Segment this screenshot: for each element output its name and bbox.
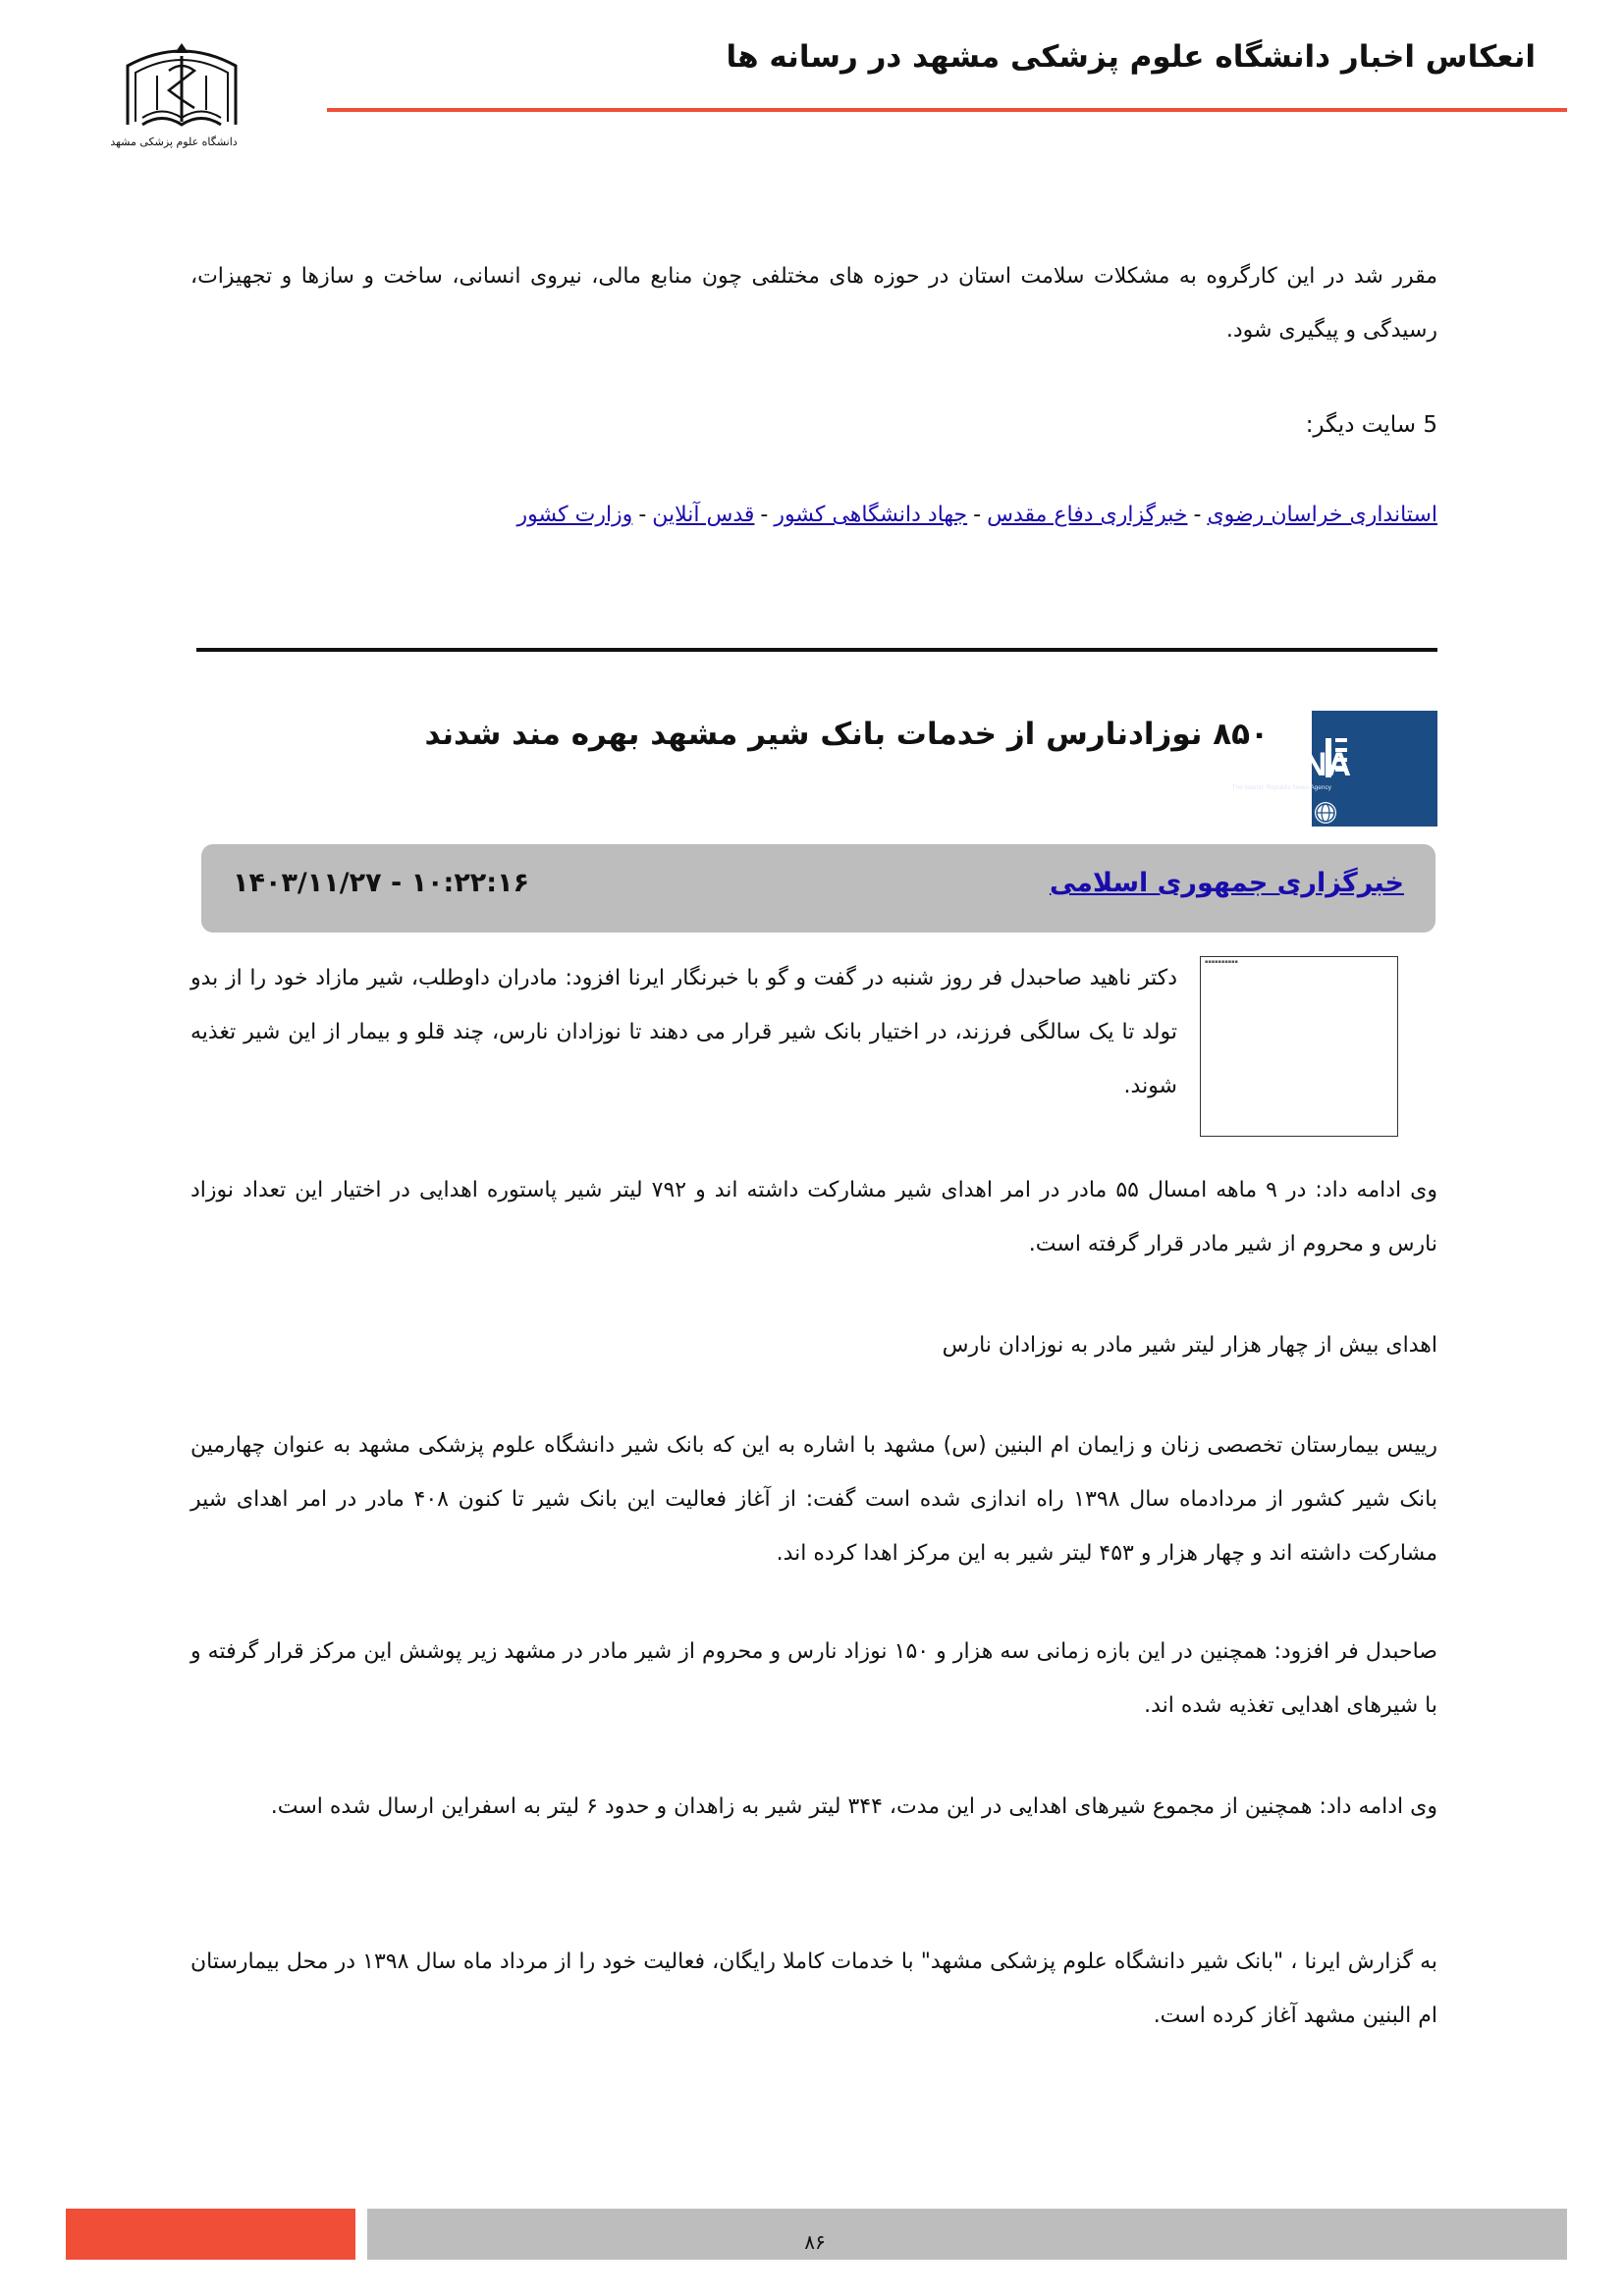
irna-logo-icon [1231, 711, 1437, 827]
publish-datetime: ۱۴۰۳/۱۱/۲۷ - ۱۰:۲۲:۱۶ [233, 868, 530, 898]
article-paragraph-5: وی ادامه داد: همچنین از مجموع شیرهای اهدایی در این مدت، ۳۴۴ لیتر شیر به زاهدان و حدود ۶ لیتر به اسفراین ارسال شده است. [270, 1794, 1437, 1819]
article-image [1200, 956, 1398, 1137]
page-header-title: انعکاس اخبار دانشگاه علوم پزشکی مشهد در رسانه ها [726, 39, 1536, 75]
news-source-link[interactable]: خبرگزاری جمهوری اسلامی [1049, 868, 1404, 898]
article-paragraph-1: دکتر ناهید صاحبدل فر روز شنبه در گفت و گو با خبرنگار ایرنا افزود: مادران داوطلب، شیر مازاد خود را از بدو تولد تا یک سالگی فرزند، در اختیار بانک شیر قرار می دهند تا نوزادان نارس، چند قلو و بیمار از این شیر تغذیه شوند. [190, 966, 1177, 1098]
link-separator: - [760, 503, 769, 527]
footer-accent-bar [66, 2209, 355, 2260]
page-number: ۸۶ [804, 2230, 826, 2254]
university-logo-icon [118, 31, 245, 169]
site-link-khorasan-governorate[interactable]: استانداری خراسان رضوی [1207, 503, 1437, 527]
image-placeholder-caption: ▪▪▪▪▪▪▪▪▪▪ [1205, 959, 1238, 965]
logo-caption: دانشگاه علوم پزشکی مشهد [110, 135, 238, 148]
footer-bar [367, 2209, 1567, 2260]
irna-logo-text: IRNA [1269, 746, 1351, 783]
article-paragraph-6: به گزارش ایرنا ، "بانک شیر دانشگاه علوم پزشکی مشهد" با خدمات کاملا رایگان، فعالیت خود را از مرداد ماه سال ۱۳۹۸ در محل بیمارستان ام البنین مشهد آغاز کرده است. [190, 1949, 1437, 2028]
link-separator: - [638, 503, 647, 527]
link-separator: - [1193, 503, 1202, 527]
site-link-jahad-daneshgahi[interactable]: جهاد دانشگاهی کشور [774, 503, 968, 527]
other-sites-label: 5 سایت دیگر: [1305, 412, 1437, 438]
article-title: ۸۵۰ نوزادنارس از خدمات بانک شیر مشهد بهره مند شدند [424, 717, 1269, 752]
article-paragraph-3: رییس بیمارستان تخصصی زنان و زایمان ام البنین (س) مشهد با اشاره به این که بانک شیر دانشگاه علوم پزشکی مشهد به عنوان چهارمین بانک شیر کشور از مردادماه سال ۱۳۹۸ راه اندازی شده است گفت: از آغاز فعالیت این بانک شیر تا کنون ۴۰۸ مادر در امر اهدای شیر مشارکت داشته اند و چهار هزار و ۴۵۳ لیتر شیر به این مرکز اهدا کرده اند. [190, 1433, 1437, 1566]
irna-logo-subtext: The Islamic Republic News Agency [1231, 784, 1331, 791]
intro-paragraph: مقرر شد در این کارگروه به مشکلات سلامت استان در حوزه های مختلفی چون منابع مالی، نیروی انسانی، ساخت و سازها و تجهیزات، رسیدگی و پیگیری شود. [190, 264, 1437, 343]
header-rule [327, 108, 1567, 112]
link-separator: - [973, 503, 982, 527]
site-link-defa-moghaddas[interactable]: خبرگزاری دفاع مقدس [987, 503, 1188, 527]
other-sites-links [517, 503, 1437, 527]
section-divider [196, 648, 1437, 652]
article-paragraph-4: صاحبدل فر افزود: همچنین در این بازه زمانی سه هزار و ۱۵۰ نوزاد نارس و محروم از شیر مادر در مشهد زیر پوشش این مرکز قرار گرفته و با شیرهای اهدایی تغذیه شده اند. [190, 1639, 1437, 1718]
site-link-interior-ministry[interactable]: وزارت کشور [516, 503, 633, 527]
article-paragraph-2: وی ادامه داد: در ۹ ماهه امسال ۵۵ مادر در امر اهدای شیر مشارکت داشته اند و ۷۹۲ لیتر شیر پاستوره اهدایی در اختیار این تعداد نوزاد نارس و محروم از شیر مادر قرار گرفته است. [190, 1178, 1437, 1256]
site-link-ghods-online[interactable]: قدس آنلاین [652, 503, 755, 527]
article-subheading: اهدای بیش از چهار هزار لیتر شیر مادر به نوزادان نارس [942, 1333, 1437, 1358]
article-meta-box [201, 844, 1435, 933]
